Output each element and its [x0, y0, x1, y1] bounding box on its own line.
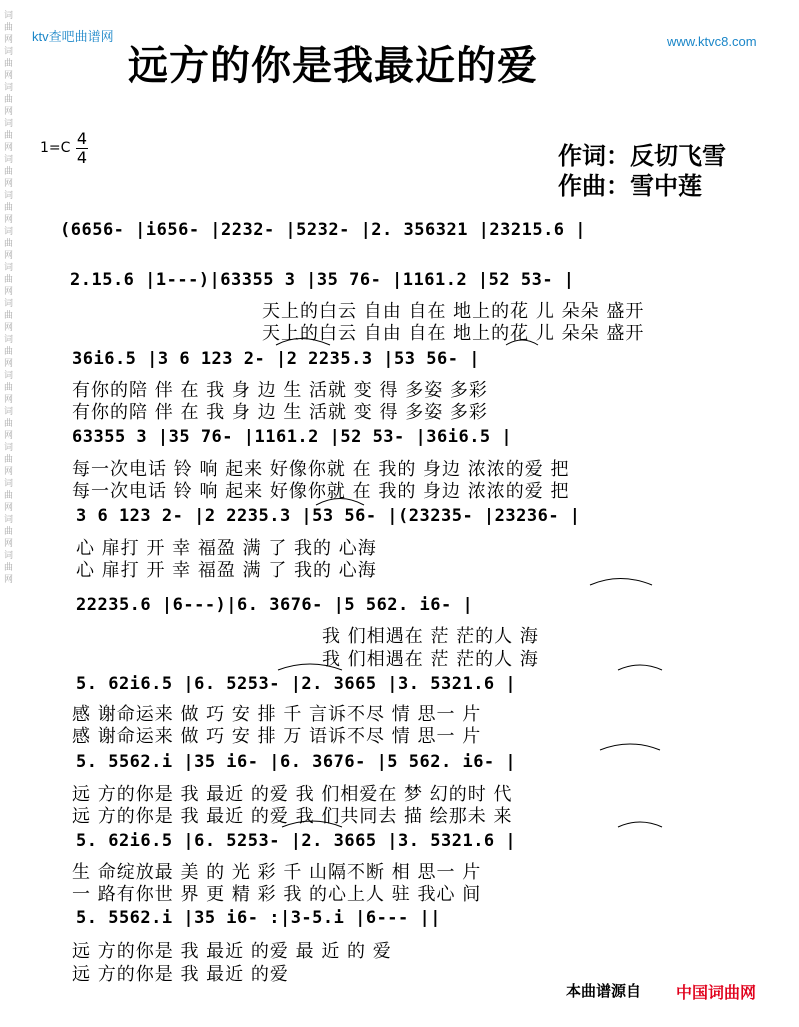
- watermark-glyph: 曲: [4, 275, 14, 285]
- source-label: 本曲谱源自: [566, 982, 642, 1000]
- watermark-glyph: 词: [4, 479, 14, 489]
- watermark-glyph: 曲: [4, 347, 14, 357]
- time-top: 4: [76, 129, 88, 148]
- watermark-glyph: 词: [4, 299, 14, 309]
- watermark-glyph: 词: [4, 155, 14, 165]
- watermark-glyph: 网: [4, 71, 14, 81]
- lyric-line-7b: 感 谢命运来 做 巧 安 排 万 语诉不尽 情 思一 片: [72, 726, 482, 747]
- watermark-glyph: 曲: [4, 23, 14, 33]
- lyric-line-3b: 有你的陪 伴 在 我 身 边 生 活就 变 得 多姿 多彩: [72, 402, 488, 423]
- watermark-glyph: 词: [4, 335, 14, 345]
- lyric-line-10a: 远 方的你是 我 最近 的爱 最 近 的 爱: [72, 941, 392, 962]
- watermark-glyph: 词: [4, 11, 14, 21]
- watermark-glyph: 曲: [4, 527, 14, 537]
- watermark-glyph: 曲: [4, 203, 14, 213]
- watermark-glyph: 曲: [4, 383, 14, 393]
- key-signature: 1=C: [40, 140, 71, 156]
- notation-line-9: 5. 62i6.5 |6. 5253- |2. 3665 |3. 5321.6 |: [76, 831, 517, 851]
- watermark-glyph: 词: [4, 371, 14, 381]
- lyric-line-9b: 一 路有你世 界 更 精 彩 我 的心上人 驻 我心 间: [72, 884, 482, 905]
- lyric-line-2b: 天上的白云 自由 自在 地上的花 儿 朵朵 盛开: [262, 323, 645, 344]
- notation-line-8: 5. 5562.i |35 i6- |6. 3676- |5 562. i6- |: [76, 752, 517, 772]
- notation-line-2: 2.15.6 |1---)|63355 3 |35 76- |1161.2 |52 53- |: [70, 270, 575, 290]
- notation-line-1: (6656- |i656- |2232- |5232- |2. 356321 |23215.6 |: [60, 220, 587, 240]
- song-title: 远方的你是我最近的爱: [128, 43, 538, 89]
- notation-line-10: 5. 5562.i |35 i6- :|3-5.i |6--- ||: [76, 908, 441, 928]
- notation-line-3: 36i6.5 |3 6 123 2- |2 2235.3 |53 56- |: [72, 349, 480, 369]
- watermark-glyph: 词: [4, 227, 14, 237]
- watermark-glyph: 词: [4, 407, 14, 417]
- watermark-glyph: 网: [4, 323, 14, 333]
- watermark-glyph: 网: [4, 359, 14, 369]
- lyric-line-10b: 远 方的你是 我 最近 的爱: [72, 964, 289, 985]
- watermark-glyph: 网: [4, 143, 14, 153]
- lyric-line-5b: 心 扉打 开 幸 福盈 满 了 我的 心海: [76, 560, 377, 581]
- watermark-glyph: 网: [4, 395, 14, 405]
- lyric-line-8b: 远 方的你是 我 最近 的爱 我 们共同去 描 绘那未 来: [72, 806, 513, 827]
- watermark-glyph: 网: [4, 467, 14, 477]
- watermark-glyph: 曲: [4, 563, 14, 573]
- lyric-line-8a: 远 方的你是 我 最近 的爱 我 们相爱在 梦 幻的时 代: [72, 784, 513, 805]
- watermark-glyph: 网: [4, 503, 14, 513]
- notation-line-6: 22235.6 |6---)|6. 3676- |5 562. i6- |: [76, 595, 474, 615]
- lyric-line-6b: 我 们相遇在 茫 茫的人 海: [322, 649, 539, 670]
- watermark-glyph: 网: [4, 179, 14, 189]
- watermark-glyph: 网: [4, 107, 14, 117]
- watermark-glyph: 网: [4, 287, 14, 297]
- watermark-glyph: 词: [4, 191, 14, 201]
- time-bottom: 4: [76, 148, 88, 167]
- source-site-link[interactable]: 中国词曲网: [676, 983, 757, 1002]
- watermark-glyph: 词: [4, 515, 14, 525]
- watermark-glyph: 词: [4, 47, 14, 57]
- watermark-glyph: 曲: [4, 95, 14, 105]
- watermark-glyph: 词: [4, 83, 14, 93]
- watermark-glyph: 网: [4, 575, 14, 585]
- watermark-glyph: 网: [4, 35, 14, 45]
- watermark-glyph: 曲: [4, 239, 14, 249]
- lyricist: 作词：反切飞雪: [558, 142, 726, 170]
- watermark-glyph: 曲: [4, 131, 14, 141]
- site-logo-left[interactable]: ktv查吧曲谱网: [32, 29, 114, 44]
- watermark-glyph: 曲: [4, 419, 14, 429]
- lyric-line-4a: 每一次电话 铃 响 起来 好像你就 在 我的 身边 浓浓的爱 把: [72, 459, 570, 480]
- lyric-line-9a: 生 命绽放最 美 的 光 彩 千 山隔不断 相 思一 片: [72, 862, 482, 883]
- watermark-glyph: 曲: [4, 167, 14, 177]
- watermark-glyph: 词: [4, 263, 14, 273]
- notation-line-7: 5. 62i6.5 |6. 5253- |2. 3665 |3. 5321.6 |: [76, 674, 517, 694]
- composer: 作曲：雪中莲: [558, 172, 702, 200]
- watermark-glyph: 词: [4, 551, 14, 561]
- watermark-glyph: 词: [4, 443, 14, 453]
- watermark-glyph: 网: [4, 215, 14, 225]
- notation-line-5: 3 6 123 2- |2 2235.3 |53 56- |(23235- |23236- |: [76, 506, 581, 526]
- site-logo-right[interactable]: www.ktvc8.com: [667, 34, 757, 49]
- lyric-line-6a: 我 们相遇在 茫 茫的人 海: [322, 626, 539, 647]
- watermark-glyph: 曲: [4, 491, 14, 501]
- watermark-glyph: 网: [4, 539, 14, 549]
- lyric-line-3a: 有你的陪 伴 在 我 身 边 生 活就 变 得 多姿 多彩: [72, 380, 488, 401]
- watermark-glyph: 网: [4, 251, 14, 261]
- lyric-line-2a: 天上的白云 自由 自在 地上的花 儿 朵朵 盛开: [262, 301, 645, 322]
- watermark-glyph: 曲: [4, 455, 14, 465]
- watermark-glyph: 网: [4, 431, 14, 441]
- watermark-glyph: 曲: [4, 59, 14, 69]
- watermark-glyph: 词: [4, 119, 14, 129]
- notation-line-4: 63355 3 |35 76- |1161.2 |52 53- |36i6.5 |: [72, 427, 513, 447]
- lyric-line-7a: 感 谢命运来 做 巧 安 排 千 言诉不尽 情 思一 片: [72, 704, 482, 725]
- lyric-line-4b: 每一次电话 铃 响 起来 好像你就 在 我的 身边 浓浓的爱 把: [72, 481, 570, 502]
- lyric-line-5a: 心 扉打 开 幸 福盈 满 了 我的 心海: [76, 538, 377, 559]
- watermark-glyph: 曲: [4, 311, 14, 321]
